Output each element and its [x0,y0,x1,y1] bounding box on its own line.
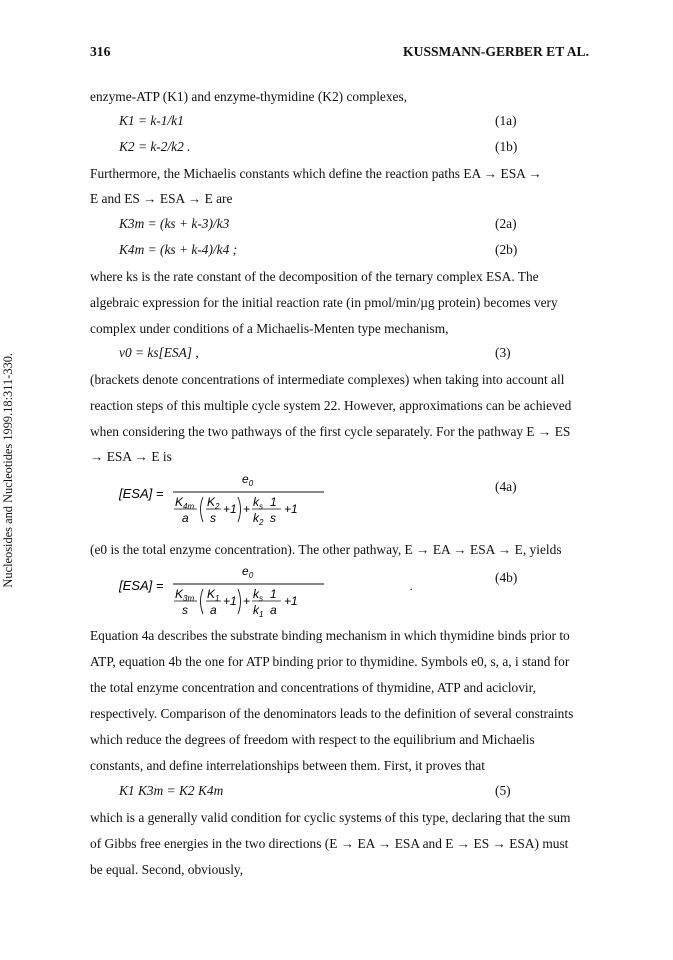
svg-text:a: a [270,603,277,617]
equation-4b-figure [119,562,419,622]
svg-text:a: a [210,603,217,617]
equation-number-1b: (1b) [495,139,518,154]
text-line-9: when considering the two pathways of the first cycle separately. For the pathway E → ES [90,424,571,439]
svg-text:+1: +1 [284,502,298,516]
eq4a-k2: $K_2$ [207,495,220,511]
svg-text:1: 1 [270,587,277,601]
svg-text:k2: $k_2$ [253,511,264,527]
para-line-4: respectively. Comparison of the denominators leads to the definition of several constraints [90,706,574,721]
svg-text:+1: +1 [223,502,237,516]
svg-text:K3m: $K_{3m}$ [175,587,195,603]
svg-text:ks: $k_s$ [253,495,263,511]
text-line-2: Furthermore, the Michaelis constants which define the reaction paths EA → ESA → [90,166,542,181]
para-line-6: constants, and define interrelationships between them. First, it proves that [90,758,485,773]
final-line-2: of Gibbs free energies in the two directions (E → EA → ESA and E → ES → ESA) must [90,836,569,851]
svg-text:k1: $k_1$ [253,603,264,619]
text-line-11: (e0 is the total enzyme concentration). The other pathway, E → EA → ESA → E, yields [90,542,562,557]
text-line-6: complex under conditions of a Michaelis-Menten type mechanism, [90,321,449,336]
para-line-2: ATP, equation 4b the one for ATP binding prior to thymidine. Symbols e0, s, a, i stand for [90,654,570,669]
equation-number-3: (3) [495,345,511,360]
side-citation: Nucleosides and Nucleotides 1999.18:311-330. [1,353,15,588]
equation-1b: K2 = k-2/k2 . [119,139,191,154]
para-line-3: the total enzyme concentration and concentrations of thymidine, ATP and aciclovir, [90,680,536,695]
svg-text:+: + [243,502,251,516]
text-line-1: enzyme-ATP (K1) and enzyme-thymidine (K2) complexes, [90,89,408,104]
svg-text:s: s [270,511,276,525]
final-line-1: which is a generally valid condition for cyclic systems of this type, declaring that the sum [90,810,571,825]
para-line-1: Equation 4a describes the substrate binding mechanism in which thymidine binds prior to [90,628,570,643]
equation-number-1a: (1a) [495,113,517,128]
svg-text:+: + [243,594,251,608]
equation-2b: K4m = (ks + k-4)/k4 ; [119,242,238,257]
text-line-4: where ks is the rate constant of the decomposition of the ternary complex ESA. The [90,269,539,284]
svg-text:ks: $k_s$ [253,587,263,603]
svg-text:[ESA] =: [ESA] = [119,578,164,593]
eq4a-k4m: $K_{4m}$ [175,495,195,511]
equation-2a: K3m = (ks + k-3)/k3 [119,216,230,231]
para-line-5: which reduce the degrees of freedom with respect to the equilibrium and Michaelis [90,732,535,747]
svg-text:1: 1 [270,495,277,509]
svg-text:K1: $K_1$ [207,587,220,603]
equation-1a: K1 = k-1/k1 [119,113,184,128]
running-head: KUSSMANN-GERBER ET AL. [403,44,589,59]
equation-number-4a: (4a) [495,479,517,494]
text-line-7: (brackets denote concentrations of intermediate complexes) when taking into account all [90,372,565,387]
equation-3: v0 = ks[ESA] , [119,345,199,360]
equation-4a-figure [119,470,349,530]
equation-4b [119,562,419,622]
eq4a-numerator: $e_0$ [242,472,254,488]
svg-text:e0: $e_0$ [242,564,254,580]
text-line-8: reaction steps of this multiple cycle system 22. However, approximations can be achieved [90,398,572,413]
svg-text:s: s [182,603,188,617]
text-line-5: algebraic expression for the initial reaction rate (in pmol/min/µg protein) becomes very [90,295,558,310]
equation-4a [119,470,349,530]
equation-number-2a: (2a) [495,216,517,231]
svg-text:+1: +1 [223,594,237,608]
eq4a-a: a [182,511,189,525]
eq4a-lhs: [ESA] = [119,486,164,501]
final-line-3: be equal. Second, obviously, [90,862,244,877]
equation-5: K1 K3m = K2 K4m [119,783,224,798]
equation-number-2b: (2b) [495,242,518,257]
equation-number-4b: (4b) [495,570,518,585]
text-line-3: E and ES → ESA → E are [90,191,233,206]
page-number: 316 [90,44,111,59]
svg-text:s: s [210,511,216,525]
text-line-10: → ESA → E is [90,449,172,464]
svg-text:.: . [410,579,413,593]
equation-number-5: (5) [495,783,511,798]
svg-text:+1: +1 [284,594,298,608]
